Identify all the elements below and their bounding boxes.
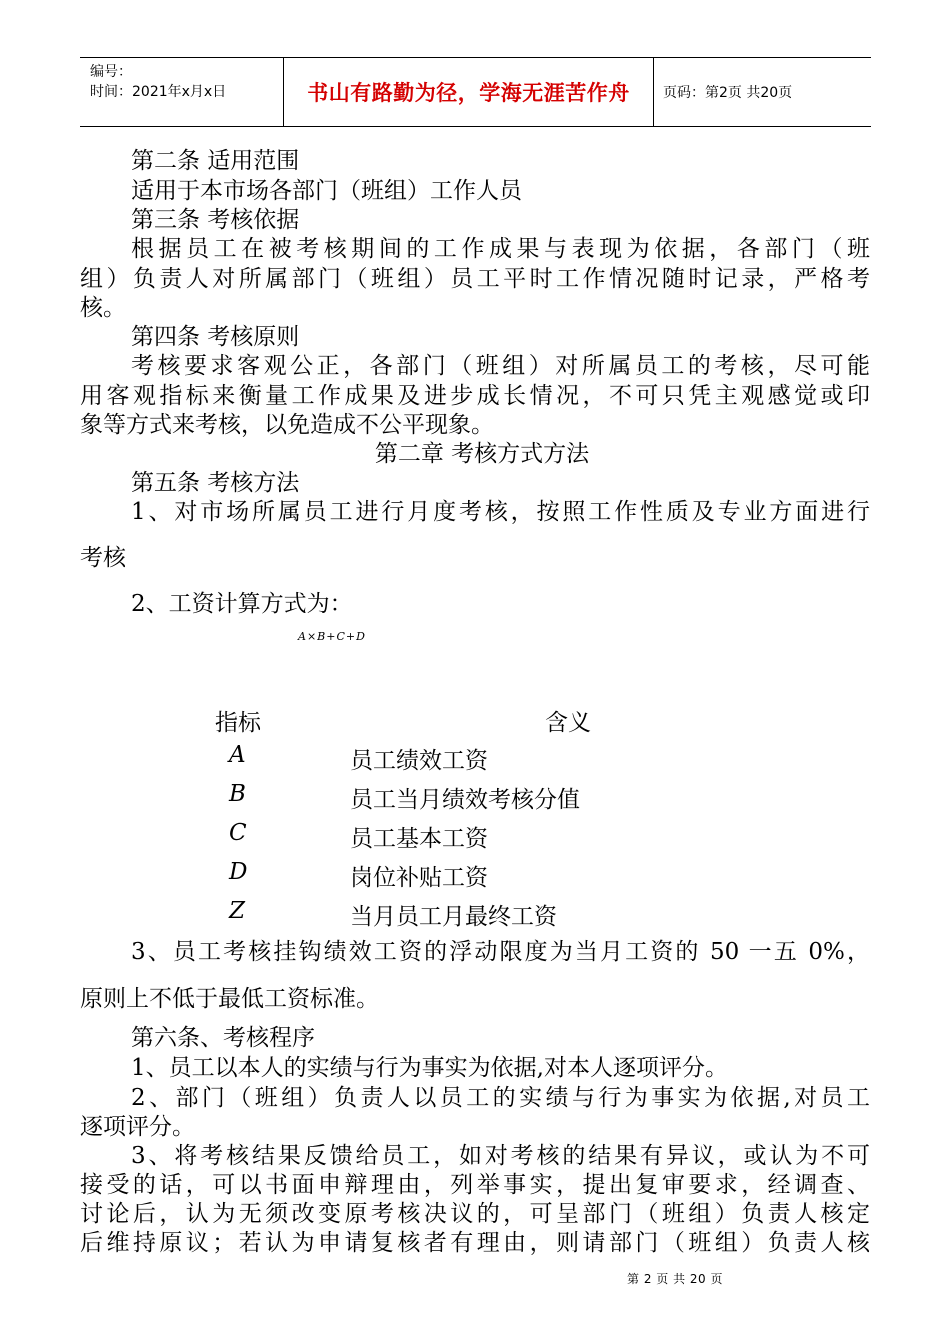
article-2-title: 第二条 适用范围	[131, 148, 300, 174]
indicator-meaning: 员工当月绩效考核分值	[350, 787, 580, 813]
table-row	[0, 742, 950, 772]
article-6-item-2-cont: 逐项评分。	[80, 1114, 195, 1140]
serial-label: 编号：	[90, 64, 132, 80]
article-4-line: 用客观指标来衡量工作成果及进步成长情况，不可只凭主观感觉或印	[80, 383, 870, 409]
chapter-2-heading: 第二章 考核方式方法	[374, 441, 590, 467]
table-header-meaning: 含义	[545, 710, 591, 736]
indicator-meaning: 岗位补贴工资	[350, 865, 488, 891]
article-6-item-2: 2、部门（班组）负责人以员工的实绩与行为事实为依据,对员工	[131, 1085, 870, 1111]
indicator-symbol: Z	[229, 898, 245, 924]
table-row	[0, 820, 950, 850]
table-row	[0, 781, 950, 811]
article-6-item-1: 1、员工以本人的实绩与行为事实为依据,对本人逐项评分。	[131, 1055, 728, 1081]
header-divider	[653, 58, 654, 126]
article-4-title: 第四条 考核原则	[131, 324, 300, 350]
article-5-title: 第五条 考核方法	[131, 470, 300, 496]
indicator-meaning: 员工绩效工资	[350, 748, 488, 774]
article-3-title: 第三条 考核依据	[131, 207, 300, 233]
header-page-info: 页码：第2页 共20页	[663, 85, 793, 101]
article-6-item-3-cont: 后维持原议；若认为申请复核者有理由，则请部门（班组）负责人核	[80, 1230, 870, 1256]
article-5-item-3: 3、员工考核挂钩绩效工资的浮动限度为当月工资的 50 一五 0%，	[131, 939, 870, 965]
page-header	[80, 57, 871, 127]
salary-formula: A×B+C+D	[298, 630, 366, 643]
indicator-symbol: A	[229, 742, 246, 768]
article-6-title: 第六条、考核程序	[131, 1025, 315, 1051]
header-motto: 书山有路勤为径，学海无涯苦作舟	[307, 81, 630, 105]
article-6-item-3: 3、将考核结果反馈给员工，如对考核的结果有异议，或认为不可	[131, 1143, 870, 1169]
article-6-item-3-cont: 讨论后，认为无须改变原考核决议的，可呈部门（班组）负责人核定	[80, 1201, 870, 1227]
indicator-meaning: 员工基本工资	[350, 826, 488, 852]
article-4-line: 象等方式来考核，以免造成不公平现象。	[80, 412, 494, 438]
indicator-symbol: C	[229, 820, 247, 846]
table-row	[0, 898, 950, 928]
article-3-line: 核。	[80, 295, 126, 321]
indicator-meaning: 当月员工月最终工资	[350, 904, 557, 930]
time-label: 时间：2021年x月x日	[90, 84, 227, 100]
header-meta	[90, 62, 226, 102]
article-5-item-1-cont: 考核	[80, 545, 126, 571]
article-3-line: 组）负责人对所属部门（班组）员工平时工作情况随时记录，严格考	[80, 266, 870, 292]
table-header-indicator: 指标	[215, 710, 261, 736]
article-5-item-1: 1、对市场所属员工进行月度考核，按照工作性质及专业方面进行	[131, 499, 870, 525]
indicator-symbol: D	[229, 859, 248, 885]
article-6-item-3-cont: 接受的话，可以书面申辩理由，列举事实，提出复审要求，经调查、	[80, 1172, 870, 1198]
article-3-line: 根据员工在被考核期间的工作成果与表现为依据，各部门（班	[131, 236, 870, 262]
indicator-symbol: B	[229, 781, 246, 807]
article-2-text: 适用于本市场各部门（班组）工作人员	[131, 178, 522, 204]
page-footer: 第 2 页 共 20 页	[627, 1272, 723, 1286]
table-row	[0, 859, 950, 889]
article-5-item-3-cont: 原则上不低于最低工资标准。	[80, 986, 379, 1012]
article-5-item-2: 2、工资计算方式为：	[131, 591, 353, 617]
article-4-line: 考核要求客观公正，各部门（班组）对所属员工的考核，尽可能	[131, 353, 870, 379]
